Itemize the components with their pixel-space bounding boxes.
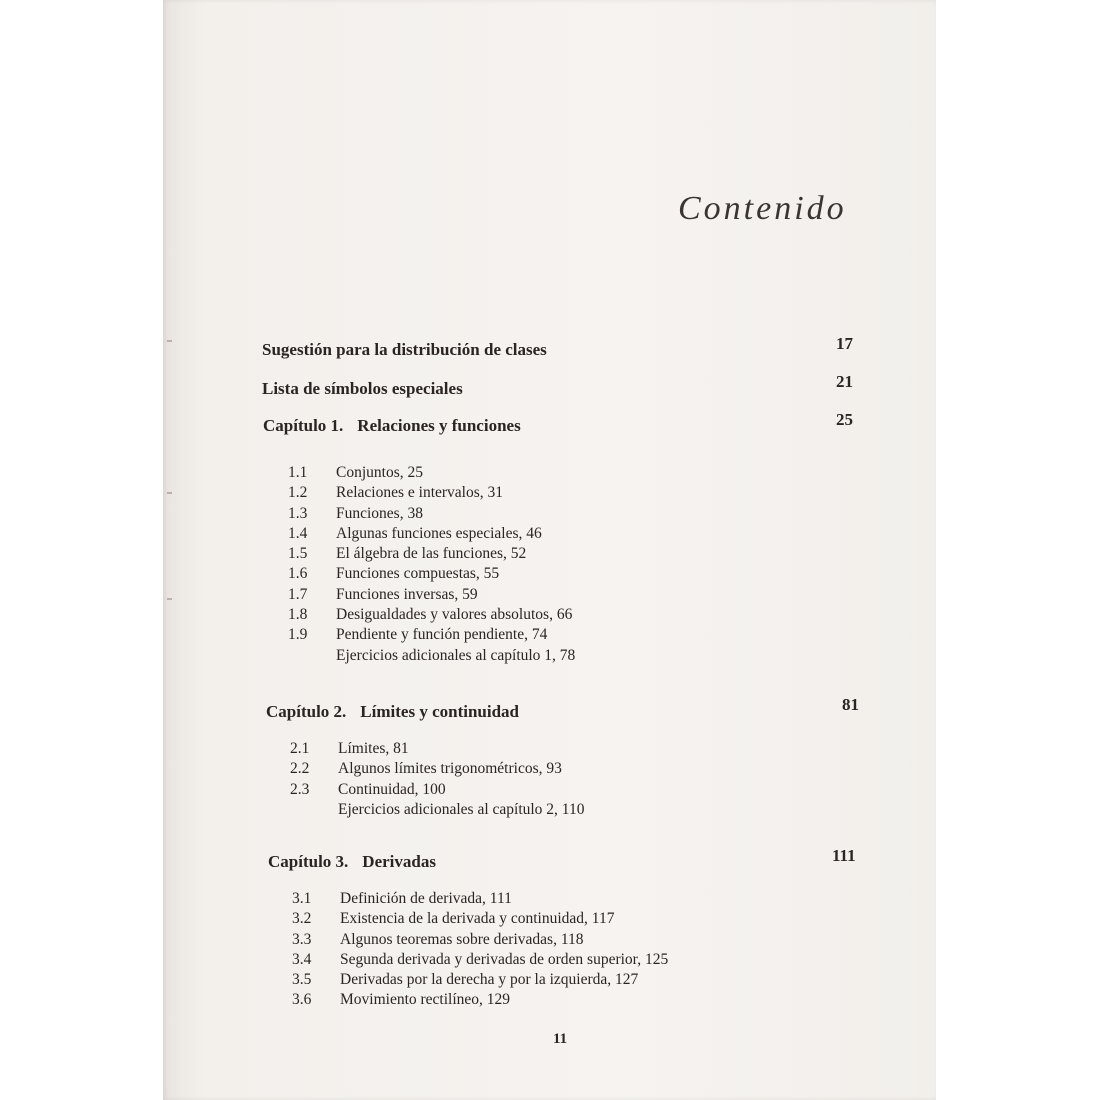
toc-entry-symbols: Lista de símbolos especiales [262,379,463,398]
chapter-3-heading [268,852,436,872]
section-title: Funciones, 38 [336,504,423,522]
page-edge-mark [167,340,172,342]
page-edge-mark [167,492,172,494]
section-title: Funciones compuestas, 55 [336,565,500,583]
page-edge-mark [167,598,172,600]
section-title: Pendiente y función pendiente, 74 [336,626,548,644]
section-number: 2.3 [290,780,310,798]
chapter-page: 111 [832,846,856,865]
section-number: 3.5 [292,971,312,989]
section-title: Desigualdades y valores absolutos, 66 [336,606,573,624]
page-number: 11 [553,1031,568,1047]
chapter-1-heading [263,416,521,436]
section-number: 1.4 [288,524,308,542]
section-number: 1.6 [288,565,308,583]
section-title: Movimiento rectilíneo, 129 [340,991,511,1009]
section-title: Continuidad, 100 [338,780,446,798]
section-title: Relaciones e intervalos, 31 [336,484,504,502]
chapter-page: 25 [836,410,853,429]
chapter-2-heading [266,702,519,722]
section-number: 1.2 [288,484,308,502]
section-number: 2.2 [290,760,310,778]
section-title: Límites, 81 [338,740,409,757]
section-number: 3.1 [292,890,312,907]
section-title: El álgebra de las funciones, 52 [336,545,527,563]
chapter-name: Relaciones y funciones [357,416,521,435]
section-number: 3.4 [292,950,312,968]
section-number: 3.3 [292,930,312,948]
section-number: 3.6 [292,991,312,1009]
section-title: Algunos teoremas sobre derivadas, 118 [340,930,584,948]
chapter-number: Capítulo 3. [268,852,349,871]
section-title: Funciones inversas, 59 [336,585,478,603]
page-title: Contenido [678,190,847,227]
toc-entry-page: 21 [836,372,853,391]
section-number: 1.1 [288,464,308,481]
section-number: 1.3 [288,504,308,522]
chapter-name: Derivadas [362,852,436,871]
section-title: Algunas funciones especiales, 46 [336,524,542,542]
section-title: Ejercicios adicionales al capítulo 2, 110 [338,800,585,818]
section-title: Segunda derivada y derivadas de orden superior, 125 [340,950,669,968]
chapter-number: Capítulo 1. [263,416,344,435]
section-number: 1.7 [288,585,308,603]
toc-entry-suggestion: Sugestión para la distribución de clases [262,340,547,359]
section-number: 3.2 [292,910,312,928]
chapter-number: Capítulo 2. [266,702,347,721]
section-title: Definición de derivada, 111 [340,890,512,907]
section-title: Conjuntos, 25 [336,464,423,481]
chapter-page: 81 [842,695,859,714]
section-title: Algunos límites trigonométricos, 93 [338,760,562,778]
section-title: Ejercicios adicionales al capítulo 1, 78 [336,646,576,664]
chapter-name: Límites y continuidad [360,702,519,721]
section-number: 1.8 [288,606,308,624]
section-number: 2.1 [290,740,310,757]
section-number: 1.5 [288,545,308,563]
section-title: Derivadas por la derecha y por la izquierda, 127 [340,971,639,989]
section-number: 1.9 [288,626,308,644]
section-title: Existencia de la derivada y continuidad, 117 [340,910,615,928]
toc-entry-page: 17 [836,334,853,353]
